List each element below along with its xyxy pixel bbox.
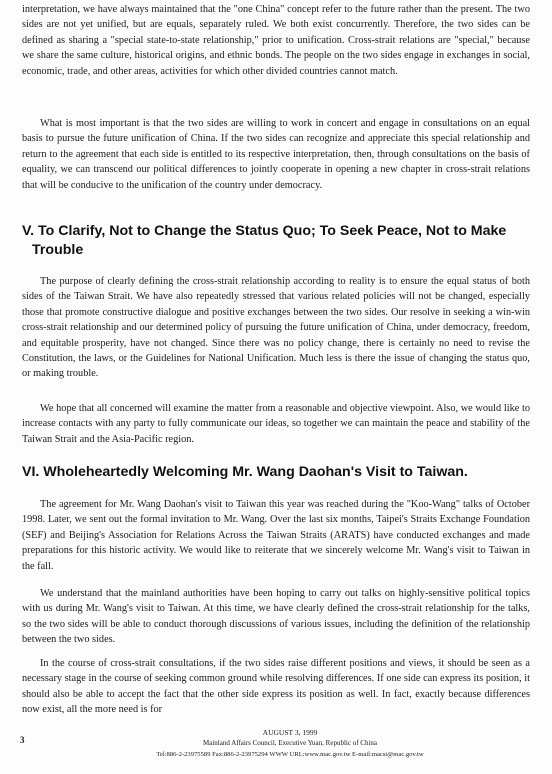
paragraph-koo-wang-agreement: The agreement for Mr. Wang Daohan's visit to Taiwan this year was reached during the "Koo-Wang" talks of October 1998. Later, we sent out the formal invitation to Mr. Wang. Over the last six months, Taipei's Straits Exchange Foundation (SEF) and Beijing's Association for Relations Across the Taiwan Straits (ARATS) have conducted exchanges and made preparations for this historic activity. We would like to reiterate that we sincerely welcome Mr. Wang's visit to Taiwan in the fall.	[22, 499, 530, 572]
section-heading-vi: VI. Wholeheartedly Welcoming Mr. Wang Daohan's Visit to Taiwan.	[22, 464, 468, 480]
section-heading-v	[22, 222, 532, 260]
paragraph-one-china-interpretation: interpretation, we have always maintained that the "one China" concept refer to the future rather than the present. The two sides are not yet unified, but are equals, separately ruled. We both exist concurrently. Therefore, the two sides can be defined as sharing a "special state-to-state relationship," prior to unification. Cross-strait relations are "special," because we share the same culture, historical origins, and ethnic bonds. The people on the two sides engage in exchanges in social, economic, trade, and other areas, activities for which other divided countries cannot match.	[22, 4, 530, 77]
footer-contact: Tel:886-2-23975589 Fax:886-2-23975294 WWW URL:www.mac.gov.tw E-mail:macst@mac.gov.tw	[156, 751, 424, 758]
paragraph-consultation-differences: In the course of cross-strait consultations, if the two sides raise different positions and views, it should be seen as a necessary stage in the course of seeking common ground while resolving differences. If one side can express its position, it should also be able to accept the fact that the other side express its position as well. In fact, exactly because differences now exist, all the more need is for	[22, 658, 530, 716]
section-heading-v-line1: V. To Clarify, Not to Change the Status Quo; To Seek Peace, Not to Make	[22, 223, 507, 239]
footer-organization: Mainland Affairs Council, Executive Yuan, Republic of China	[203, 739, 377, 747]
footer-date: AUGUST 3, 1999	[262, 728, 318, 737]
paragraph-mainland-hopes: We understand that the mainland authorities have been hoping to carry out talks on highly-sensitive political topics with us during Mr. Wang's visit to Taiwan. At this time, we have clearly defined the cross-strait relationship for the talks, so the two sides will be able to conduct thorough discussions of various issues, including the definition of the relationship between the two sides.	[22, 588, 530, 646]
paragraph-purpose-of-defining: The purpose of clearly defining the cross-strait relationship according to reality is to ensure the equal status of both sides of the Taiwan Strait. We have also repeatedly stressed that various related policies will not be changed, especially those that promote constructive dialogue and positive exchanges between the two sides. Our resolve in seeking a win-win cross-strait relationship and our determined policy of pursuing the future unification of China, under democracy, freedom, and equitable prosperity, have not changed. Since there was no policy change, there is certainly no need to revise the Constitution, the laws, or the Guidelines for National Unification. Much less is there the issue of changing the status quo, or making trouble.	[22, 276, 530, 380]
paragraph-consultations: What is most important is that the two sides are willing to work in concert and engage in consultations on an equal basis to pursue the future unification of China. If the two sides can recognize and appreciate this special relationship and return to the agreement that each side is entitled to its respective interpretation, then, through consultations on the basis of equality, we can transcend our political differences to jointly cooperate in opening a new chapter in cross-strait relations that will be conducive to the unification of the country under democracy.	[22, 118, 530, 191]
paragraph-we-hope: We hope that all concerned will examine the matter from a reasonable and objective viewpoint. Also, we would like to increase contacts with any party to fully communicate our ideas, so together we can maintain the peace and stability of the Taiwan Strait and the Asia-Pacific region.	[22, 403, 530, 445]
section-heading-v-line2: Trouble	[32, 242, 84, 258]
page-number: 3	[20, 735, 25, 745]
